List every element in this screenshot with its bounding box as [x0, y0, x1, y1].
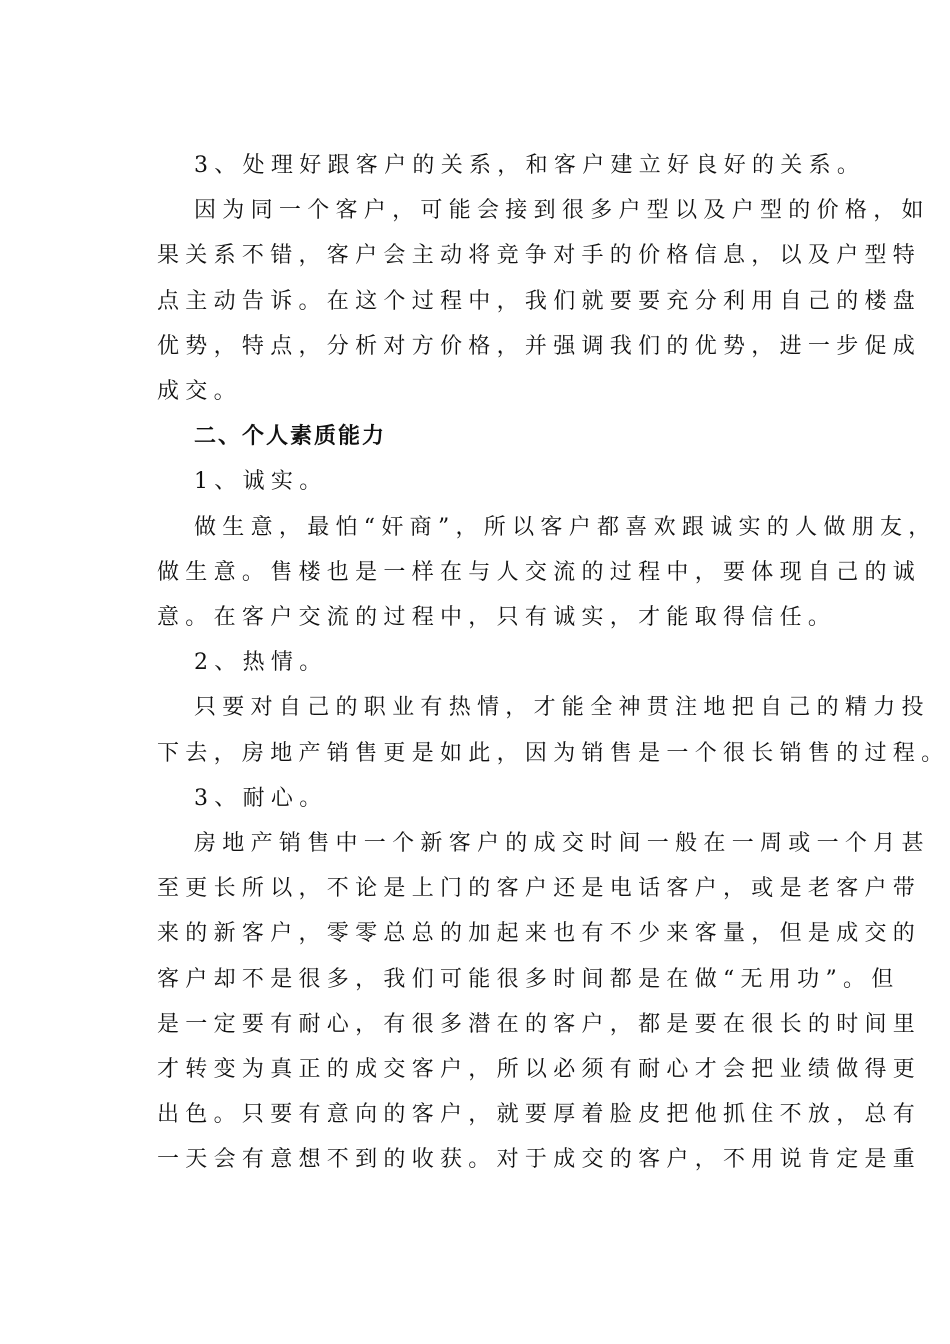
- text-line: 客户却不是很多，我们可能很多时间都是在做“无用功”。但: [157, 966, 900, 992]
- text-line: 3、处理好跟客户的关系，和客户建立好良好的关系。: [194, 153, 866, 178]
- text-line: 出色。只要有意向的客户，就要厚着脸皮把他抓住不放，总有: [157, 1102, 922, 1128]
- text-line: 是一定要有耐心，有很多潜在的客户，都是要在很长的时间里: [157, 1011, 922, 1037]
- text-line: 因为同一个客户，可能会接到很多户型以及户型的价格，如: [194, 198, 930, 224]
- paragraph-honesty-detail: [120, 505, 937, 641]
- document-page: [120, 143, 950, 1183]
- text-line: 做生意，最怕“奸商”，所以客户都喜欢跟诚实的人做朋友，: [194, 514, 937, 540]
- paragraph-patience-detail: [120, 821, 930, 1183]
- list-item-relationship: [120, 143, 866, 188]
- text-line: 优势，特点，分析对方价格，并强调我们的优势，进一步促成: [157, 333, 922, 359]
- text-line: 做生意。售楼也是一样在与人交流的过程中，要体现自己的诚: [157, 559, 922, 585]
- text-line: 3、耐心。: [194, 785, 328, 811]
- text-line: 1、诚实。: [194, 469, 328, 495]
- text-line: 一天会有意想不到的收获。对于成交的客户，不用说肯定是重: [157, 1147, 922, 1173]
- text-line: 意。在客户交流的过程中，只有诚实，才能取得信任。: [157, 605, 837, 631]
- text-line: 下去，房地产销售更是如此，因为销售是一个很长销售的过程。: [157, 740, 950, 766]
- heading-text: 二、个人素质能力: [194, 424, 387, 450]
- text-line: 2、热情。: [194, 650, 328, 676]
- paragraph-enthusiasm-detail: [120, 685, 950, 775]
- section-heading: [120, 414, 822, 459]
- text-line: 果关系不错，客户会主动将竞争对手的价格信息，以及户型特: [157, 243, 922, 269]
- text-line: 来的新客户，零零总总的加起来也有不少来客量，但是成交的: [157, 921, 922, 947]
- text-line: 房地产销售中一个新客户的成交时间一般在一周或一个月甚: [194, 831, 930, 857]
- list-item-enthusiasm: [120, 640, 822, 685]
- text-line: 只要对自己的职业有热情，才能全神贯注地把自己的精力投: [194, 695, 930, 721]
- text-line: 点主动告诉。在这个过程中，我们就要要充分利用自己的楼盘: [157, 288, 922, 314]
- list-item-honesty: [120, 459, 822, 504]
- list-item-patience: [120, 776, 822, 821]
- text-line: 成交。: [157, 379, 242, 405]
- text-line: 才转变为真正的成交客户，所以必须有耐心才会把业绩做得更: [157, 1057, 922, 1083]
- paragraph-relationship-detail: [120, 188, 930, 414]
- text-line: 至更长所以，不论是上门的客户还是电话客户，或是老客户带: [157, 876, 922, 902]
